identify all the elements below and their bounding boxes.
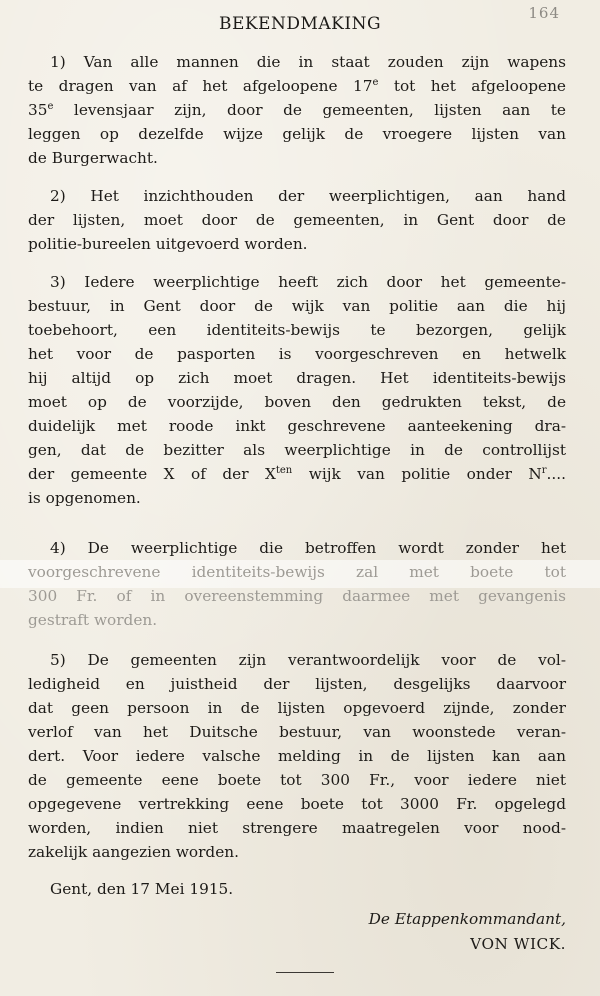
closing-rule bbox=[276, 972, 334, 973]
paragraph-3-line-8: gen, dat de bezitter als weerplichtige in de controllijst bbox=[28, 441, 566, 459]
paragraph-2-line-2: der lijsten, moet door de gemeenten, in Gent door de bbox=[28, 211, 566, 229]
paragraph-3-line-7: duidelijk met roode inkt geschrevene aanteekening dra- bbox=[28, 417, 566, 435]
paragraph-4-line-2: voorgeschrevene identiteits-bewijs zal met boete tot bbox=[28, 563, 566, 581]
paragraph-5-line-9: zakelijk aangezien worden. bbox=[28, 843, 239, 861]
paragraph-3-line-4: het voor de pasporten is voorgeschreven en hetwelk bbox=[28, 345, 566, 363]
paragraph-4-line-4: gestraft worden. bbox=[28, 611, 158, 629]
paragraph-5-line-3: dat geen persoon in de lijsten opgevoerd zijnde, zonder bbox=[28, 699, 566, 717]
signature-role: De Etappenkommandant, bbox=[368, 910, 566, 928]
page-number: 164 bbox=[528, 4, 560, 22]
paragraph-4-line-3: 300 Fr. of in overeenstemming daarmee met gevangenis bbox=[28, 587, 566, 605]
paragraph-2-line-1: 2) Het inzichthouden der weerplichtigen, aan hand bbox=[50, 187, 566, 205]
paragraph-3-line-5: hij altijd op zich moet dragen. Het identiteits-bewijs bbox=[28, 369, 566, 387]
paragraph-1-line-5: de Burgerwacht. bbox=[28, 149, 158, 167]
signature-name: VON WICK. bbox=[470, 935, 566, 953]
paragraph-1-line-1: 1) Van alle mannen die in staat zouden zijn wapens bbox=[50, 53, 566, 71]
paragraph-1-line-2: te dragen van af het afgeloopene 17e tot het afgeloopene bbox=[28, 76, 566, 95]
paragraph-3-line-9: der gemeente X of der $X^{ten}$ wijk van politie onder $N^r$.... bbox=[28, 464, 566, 483]
paragraph-5-line-6: de gemeente eene boete tot 300 Fr., voor iedere niet bbox=[28, 771, 566, 789]
document-title: BEKENDMAKING bbox=[218, 14, 382, 34]
paragraph-5-line-7: opgegevene vertrekking eene boete tot 3000 Fr. opgelegd bbox=[28, 795, 566, 813]
paragraph-3-line-6: moet op de voorzijde, boven den gedrukten tekst, de bbox=[28, 393, 566, 411]
paragraph-5-line-2: ledigheid en juistheid der lijsten, desgelijks daarvoor bbox=[28, 675, 566, 693]
paragraph-1-line-3: 35e levensjaar zijn, door de gemeenten, lijsten aan te bbox=[28, 100, 566, 119]
paragraph-3-line-3: toebehoort, een identiteits-bewijs te bezorgen, gelijk bbox=[28, 321, 566, 339]
paragraph-5-line-1: 5) De gemeenten zijn verantwoordelijk voor de vol- bbox=[50, 651, 566, 669]
paragraph-2-line-3: politie-bureelen uitgevoerd worden. bbox=[28, 235, 308, 253]
paragraph-4-line-1: 4) De weerplichtige die betroffen wordt zonder het bbox=[50, 539, 566, 557]
place-date: Gent, den 17 Mei 1915. bbox=[50, 880, 234, 898]
paragraph-5-line-8: worden, indien niet strengere maatregelen voor nood- bbox=[28, 819, 566, 837]
paragraph-5-line-4: verlof van het Duitsche bestuur, van woonstede veran- bbox=[28, 723, 566, 741]
paragraph-5-line-5: dert. Voor iedere valsche melding in de lijsten kan aan bbox=[28, 747, 566, 765]
paragraph-3-line-2: bestuur, in Gent door de wijk van politie aan die hij bbox=[28, 297, 566, 315]
paragraph-1-line-4: leggen op dezelfde wijze gelijk de vroegere lijsten van bbox=[28, 125, 566, 143]
paragraph-3-line-1: 3) Iedere weerplichtige heeft zich door het gemeente- bbox=[50, 273, 566, 291]
paragraph-3-line-10: is opgenomen. bbox=[28, 489, 141, 507]
